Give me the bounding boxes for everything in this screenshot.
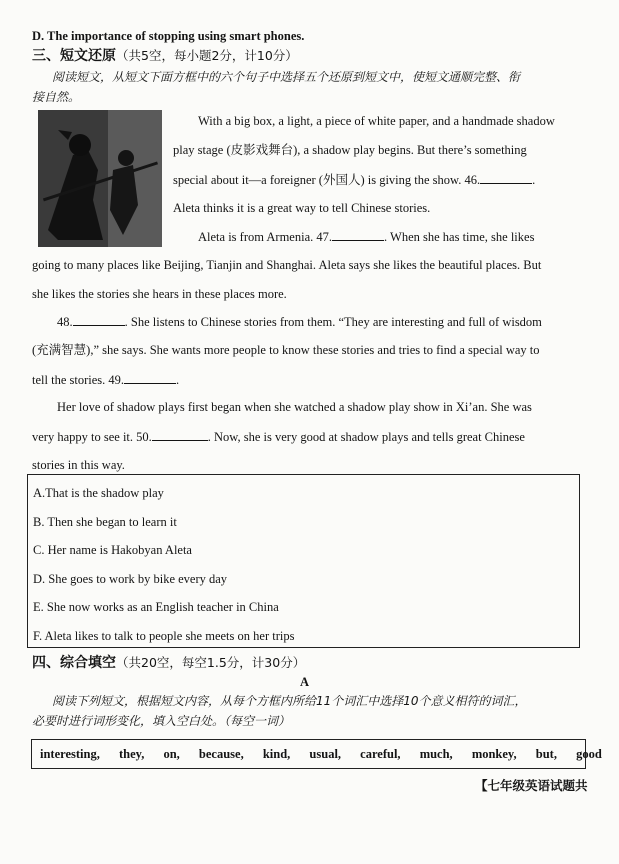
word-bank-item: kind, xyxy=(262,747,291,761)
passage-p2-line1 xyxy=(198,228,534,245)
passage-p1-line2: play stage (皮影戏舞台), a shadow play begins. But there’s something xyxy=(173,143,527,157)
passage-p4-line1: Her love of shadow plays first began when she watched a shadow play show in Xi’an. She was xyxy=(57,400,532,414)
passage-p1-line3-text: special about it—a foreigner (外国人) is giving the show. 46. xyxy=(173,173,481,187)
option-a[interactable]: A.That is the shadow play xyxy=(33,486,164,500)
word-bank-row xyxy=(40,746,602,762)
passage-p1-line1: With a big box, a light, a piece of white paper, and a handmade shadow xyxy=(198,114,555,128)
section3-heading xyxy=(32,45,298,65)
passage-p3-line1 xyxy=(57,313,542,330)
passage-p4-line2-text: very happy to see it. 50. xyxy=(32,430,152,444)
footer-label: 【七年级英语试题共 xyxy=(475,778,588,793)
passage-p4-line2-end: . Now, she is very good at shadow plays and tells great Chinese xyxy=(207,430,525,444)
blank-46[interactable] xyxy=(480,171,532,184)
option-f[interactable]: F. Aleta likes to talk to people she meets on her trips xyxy=(33,629,295,643)
word-bank-item: they, xyxy=(118,747,145,761)
word-bank-item: monkey, xyxy=(471,747,517,761)
word-bank-item: much, xyxy=(419,747,453,761)
option-c[interactable]: C. Her name is Hakobyan Aleta xyxy=(33,543,192,557)
passage-p3-line1-num: 48. xyxy=(57,315,73,329)
passage-p1-line3-end: . xyxy=(532,173,536,187)
word-bank-item: usual, xyxy=(309,747,342,761)
blank-47[interactable] xyxy=(332,228,384,241)
section4-title: 四、综合填空 xyxy=(32,655,116,671)
passage-p2-line1-end: . When she has time, she likes xyxy=(384,230,535,244)
word-bank-item: but, xyxy=(535,747,557,761)
passage-p1-line4: Aleta thinks it is a great way to tell Chinese stories. xyxy=(173,201,431,215)
section4-instruction-line1: 阅读下列短文，根据短文内容，从每个方框内所给11个词汇中选择10个意义相符的词汇， xyxy=(52,694,527,708)
passage-p3-line3-text: tell the stories. 49. xyxy=(32,373,124,387)
section4-score: （共20空，每空1.5分，计30分） xyxy=(116,655,306,670)
option-b[interactable]: B. Then she began to learn it xyxy=(33,515,177,529)
passage-p4-line3: stories in this way. xyxy=(32,458,125,472)
section3-title: 三、短文还原 xyxy=(32,48,116,64)
word-bank-item: good xyxy=(576,747,602,761)
option-e[interactable]: E. She now works as an English teacher in China xyxy=(33,600,279,614)
word-bank-item: interesting, xyxy=(40,747,100,761)
section4-heading xyxy=(32,652,305,672)
word-bank-item: careful, xyxy=(360,747,401,761)
shadow-puppet-image xyxy=(38,110,162,247)
passage-p2-line3: she likes the stories she hears in these places more. xyxy=(32,287,287,301)
passage-p3-line3-end: . xyxy=(176,373,180,387)
blank-49[interactable] xyxy=(124,371,176,384)
passage-p3-line2: (充满智慧),” she says. She wants more people to know these stories and tries to find a special way to xyxy=(32,343,540,357)
blank-50[interactable] xyxy=(152,428,208,441)
word-bank-item: because, xyxy=(198,747,244,761)
passage-p2-line2: going to many places like Beijing, Tianjin and Shanghai. Aleta says she likes the beautiful places. But xyxy=(32,258,542,272)
passage-p4-line2 xyxy=(32,428,525,445)
passage-p2-line1-text: Aleta is from Armenia. 47. xyxy=(198,230,332,244)
word-bank-item: on, xyxy=(163,747,180,761)
section3-score: （共5空，每小题2分，计10分） xyxy=(116,48,298,63)
passage-p3-line3 xyxy=(32,371,179,388)
blank-48[interactable] xyxy=(73,313,125,326)
section4-sub-label: A xyxy=(300,675,310,689)
previous-option-d: D. The importance of stopping using smart phones. xyxy=(32,29,305,43)
option-d[interactable]: D. She goes to work by bike every day xyxy=(33,572,228,586)
section3-instruction-line2: 接自然。 xyxy=(32,90,81,104)
section3-instruction-line1: 阅读短文，从短文下面方框中的六个句子中选择五个还原到短文中，使短文通顺完整、衔 xyxy=(52,70,521,84)
section4-instruction-line2: 必要时进行词形变化，填入空白处。（每空一词） xyxy=(32,714,291,728)
passage-p3-line1-text: . She listens to Chinese stories from them. “They are interesting and full of wisdom xyxy=(124,315,542,329)
passage-p1-line3 xyxy=(173,171,535,188)
